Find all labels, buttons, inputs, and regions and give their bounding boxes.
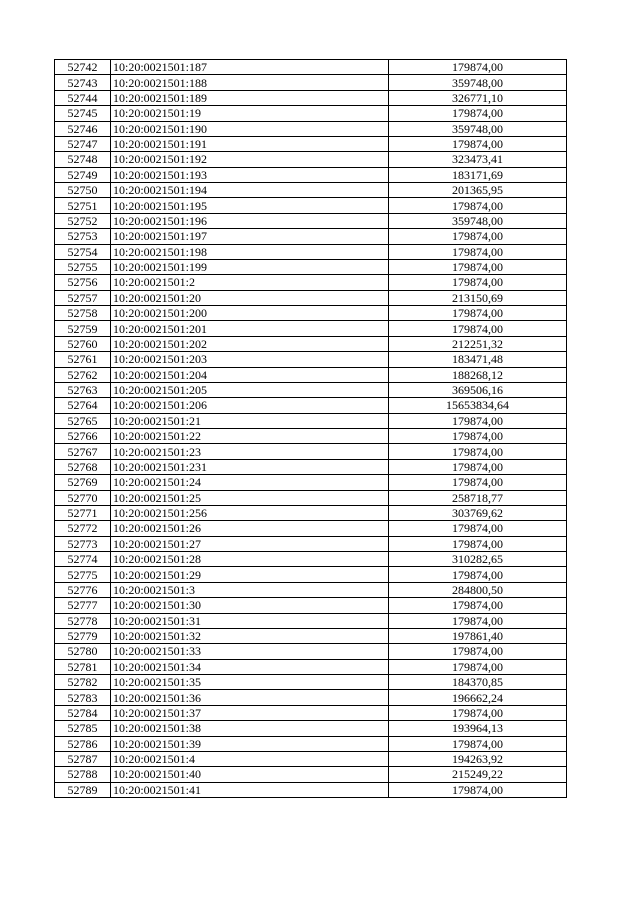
cadastral-number-cell: 10:20:0021501:37 [111,705,389,720]
table-row [55,60,567,75]
row-number-cell: 52775 [55,567,111,582]
cadastral-value-cell: 179874,00 [389,567,567,582]
cadastral-value-cell: 179874,00 [389,413,567,428]
cadastral-number-cell: 10:20:0021501:199 [111,259,389,274]
cadastral-number-cell: 10:20:0021501:188 [111,75,389,90]
table-row [55,121,567,136]
cadastral-number-cell: 10:20:0021501:36 [111,690,389,705]
row-number-cell: 52745 [55,106,111,121]
cadastral-number-cell: 10:20:0021501:33 [111,644,389,659]
table-body [55,60,567,798]
cadastral-value-cell: 179874,00 [389,598,567,613]
cadastral-value-cell: 359748,00 [389,75,567,90]
cadastral-number-cell: 10:20:0021501:192 [111,152,389,167]
cadastral-value-cell: 179874,00 [389,659,567,674]
table-row [55,198,567,213]
cadastral-value-cell: 258718,77 [389,490,567,505]
row-number-cell: 52780 [55,644,111,659]
cadastral-number-cell: 10:20:0021501:205 [111,382,389,397]
cadastral-value-cell: 179874,00 [389,429,567,444]
cadastral-value-cell: 188268,12 [389,367,567,382]
table-row [55,136,567,151]
table-row [55,398,567,413]
cadastral-value-cell: 179874,00 [389,275,567,290]
row-number-cell: 52779 [55,628,111,643]
row-number-cell: 52777 [55,598,111,613]
table-row [55,336,567,351]
cadastral-value-cell: 212251,32 [389,336,567,351]
table-row [55,767,567,782]
row-number-cell: 52756 [55,275,111,290]
table-row [55,721,567,736]
row-number-cell: 52783 [55,690,111,705]
table-row [55,490,567,505]
table-row [55,582,567,597]
cadastral-number-cell: 10:20:0021501:201 [111,321,389,336]
table-row [55,259,567,274]
row-number-cell: 52776 [55,582,111,597]
cadastral-number-cell: 10:20:0021501:4 [111,751,389,766]
row-number-cell: 52748 [55,152,111,167]
table-row [55,521,567,536]
cadastral-value-cell: 183471,48 [389,352,567,367]
cadastral-number-cell: 10:20:0021501:25 [111,490,389,505]
row-number-cell: 52757 [55,290,111,305]
table-row [55,675,567,690]
cadastral-value-cell: 196662,24 [389,690,567,705]
table-row [55,782,567,797]
cadastral-value-cell: 179874,00 [389,736,567,751]
table-row [55,536,567,551]
cadastral-value-cell: 179874,00 [389,229,567,244]
cadastral-number-cell: 10:20:0021501:202 [111,336,389,351]
cadastral-number-cell: 10:20:0021501:231 [111,459,389,474]
row-number-cell: 52787 [55,751,111,766]
row-number-cell: 52761 [55,352,111,367]
cadastral-value-cell: 201365,95 [389,183,567,198]
row-number-cell: 52786 [55,736,111,751]
row-number-cell: 52789 [55,782,111,797]
table-row [55,229,567,244]
cadastral-number-cell: 10:20:0021501:3 [111,582,389,597]
cadastral-value-cell: 179874,00 [389,613,567,628]
cadastral-number-cell: 10:20:0021501:203 [111,352,389,367]
cadastral-number-cell: 10:20:0021501:34 [111,659,389,674]
cadastral-number-cell: 10:20:0021501:24 [111,475,389,490]
table-row [55,90,567,105]
row-number-cell: 52781 [55,659,111,674]
cadastral-value-cell: 179874,00 [389,306,567,321]
cadastral-number-cell: 10:20:0021501:31 [111,613,389,628]
cadastral-value-cell: 194263,92 [389,751,567,766]
table-row [55,628,567,643]
cadastral-number-cell: 10:20:0021501:196 [111,213,389,228]
cadastral-value-cell: 179874,00 [389,136,567,151]
cadastral-value-cell: 179874,00 [389,521,567,536]
row-number-cell: 52747 [55,136,111,151]
table-row [55,429,567,444]
row-number-cell: 52770 [55,490,111,505]
cadastral-value-cell: 179874,00 [389,259,567,274]
table-row [55,275,567,290]
cadastral-number-cell: 10:20:0021501:40 [111,767,389,782]
cadastral-number-cell: 10:20:0021501:39 [111,736,389,751]
cadastral-value-cell: 193964,13 [389,721,567,736]
cadastral-number-cell: 10:20:0021501:187 [111,60,389,75]
table-row [55,152,567,167]
cadastral-value-cell: 369506,16 [389,382,567,397]
cadastral-value-cell: 179874,00 [389,244,567,259]
cadastral-value-cell: 359748,00 [389,121,567,136]
cadastral-number-cell: 10:20:0021501:206 [111,398,389,413]
cadastral-number-cell: 10:20:0021501:189 [111,90,389,105]
table-row [55,567,567,582]
cadastral-value-cell: 197861,40 [389,628,567,643]
cadastral-number-cell: 10:20:0021501:20 [111,290,389,305]
table-row [55,382,567,397]
cadastral-number-cell: 10:20:0021501:256 [111,505,389,520]
row-number-cell: 52769 [55,475,111,490]
row-number-cell: 52753 [55,229,111,244]
cadastral-number-cell: 10:20:0021501:204 [111,367,389,382]
cadastral-value-cell: 326771,10 [389,90,567,105]
row-number-cell: 52785 [55,721,111,736]
cadastral-number-cell: 10:20:0021501:2 [111,275,389,290]
cadastral-value-cell: 179874,00 [389,444,567,459]
row-number-cell: 52762 [55,367,111,382]
table-row [55,644,567,659]
cadastral-value-cell: 215249,22 [389,767,567,782]
row-number-cell: 52751 [55,198,111,213]
table-row [55,690,567,705]
table-row [55,321,567,336]
row-number-cell: 52755 [55,259,111,274]
row-number-cell: 52771 [55,505,111,520]
cadastral-value-cell: 183171,69 [389,167,567,182]
cadastral-value-cell: 179874,00 [389,644,567,659]
table-row [55,444,567,459]
row-number-cell: 52763 [55,382,111,397]
cadastral-number-cell: 10:20:0021501:32 [111,628,389,643]
cadastral-number-cell: 10:20:0021501:195 [111,198,389,213]
row-number-cell: 52752 [55,213,111,228]
cadastral-value-cell: 179874,00 [389,459,567,474]
cadastral-value-cell: 184370,85 [389,675,567,690]
cadastral-value-cell: 179874,00 [389,60,567,75]
cadastral-value-cell: 284800,50 [389,582,567,597]
row-number-cell: 52772 [55,521,111,536]
cadastral-number-cell: 10:20:0021501:35 [111,675,389,690]
cadastral-value-cell: 303769,62 [389,505,567,520]
table-row [55,106,567,121]
row-number-cell: 52767 [55,444,111,459]
table-row [55,475,567,490]
cadastral-value-cell: 179874,00 [389,475,567,490]
cadastral-value-cell: 15653834,64 [389,398,567,413]
cadastral-value-cell: 179874,00 [389,782,567,797]
table-row [55,705,567,720]
cadastral-value-table [54,59,567,798]
table-row [55,613,567,628]
cadastral-value-cell: 323473,41 [389,152,567,167]
row-number-cell: 52764 [55,398,111,413]
table-row [55,505,567,520]
row-number-cell: 52743 [55,75,111,90]
cadastral-number-cell: 10:20:0021501:22 [111,429,389,444]
table-row [55,413,567,428]
cadastral-number-cell: 10:20:0021501:197 [111,229,389,244]
cadastral-number-cell: 10:20:0021501:200 [111,306,389,321]
cadastral-number-cell: 10:20:0021501:41 [111,782,389,797]
cadastral-number-cell: 10:20:0021501:28 [111,552,389,567]
cadastral-value-cell: 359748,00 [389,213,567,228]
row-number-cell: 52778 [55,613,111,628]
cadastral-number-cell: 10:20:0021501:194 [111,183,389,198]
cadastral-value-cell: 310282,65 [389,552,567,567]
cadastral-number-cell: 10:20:0021501:38 [111,721,389,736]
row-number-cell: 52765 [55,413,111,428]
row-number-cell: 52768 [55,459,111,474]
table-row [55,736,567,751]
cadastral-value-cell: 179874,00 [389,198,567,213]
table-row [55,552,567,567]
cadastral-value-cell: 213150,69 [389,290,567,305]
table-row [55,751,567,766]
table-row [55,167,567,182]
cadastral-value-cell: 179874,00 [389,321,567,336]
cadastral-value-cell: 179874,00 [389,705,567,720]
row-number-cell: 52788 [55,767,111,782]
row-number-cell: 52754 [55,244,111,259]
cadastral-number-cell: 10:20:0021501:191 [111,136,389,151]
cadastral-number-cell: 10:20:0021501:19 [111,106,389,121]
row-number-cell: 52758 [55,306,111,321]
row-number-cell: 52784 [55,705,111,720]
cadastral-number-cell: 10:20:0021501:198 [111,244,389,259]
cadastral-number-cell: 10:20:0021501:23 [111,444,389,459]
table-row [55,306,567,321]
table-row [55,367,567,382]
table-row [55,290,567,305]
table-row [55,213,567,228]
row-number-cell: 52750 [55,183,111,198]
cadastral-value-cell: 179874,00 [389,536,567,551]
cadastral-number-cell: 10:20:0021501:193 [111,167,389,182]
cadastral-number-cell: 10:20:0021501:29 [111,567,389,582]
table-row [55,75,567,90]
row-number-cell: 52760 [55,336,111,351]
cadastral-value-cell: 179874,00 [389,106,567,121]
row-number-cell: 52766 [55,429,111,444]
table-row [55,459,567,474]
row-number-cell: 52773 [55,536,111,551]
row-number-cell: 52744 [55,90,111,105]
table-row [55,352,567,367]
cadastral-number-cell: 10:20:0021501:21 [111,413,389,428]
row-number-cell: 52746 [55,121,111,136]
row-number-cell: 52749 [55,167,111,182]
table-row [55,183,567,198]
table-row [55,244,567,259]
table-row [55,598,567,613]
row-number-cell: 52759 [55,321,111,336]
cadastral-number-cell: 10:20:0021501:30 [111,598,389,613]
row-number-cell: 52742 [55,60,111,75]
cadastral-number-cell: 10:20:0021501:27 [111,536,389,551]
table-row [55,659,567,674]
cadastral-number-cell: 10:20:0021501:26 [111,521,389,536]
row-number-cell: 52782 [55,675,111,690]
cadastral-number-cell: 10:20:0021501:190 [111,121,389,136]
row-number-cell: 52774 [55,552,111,567]
